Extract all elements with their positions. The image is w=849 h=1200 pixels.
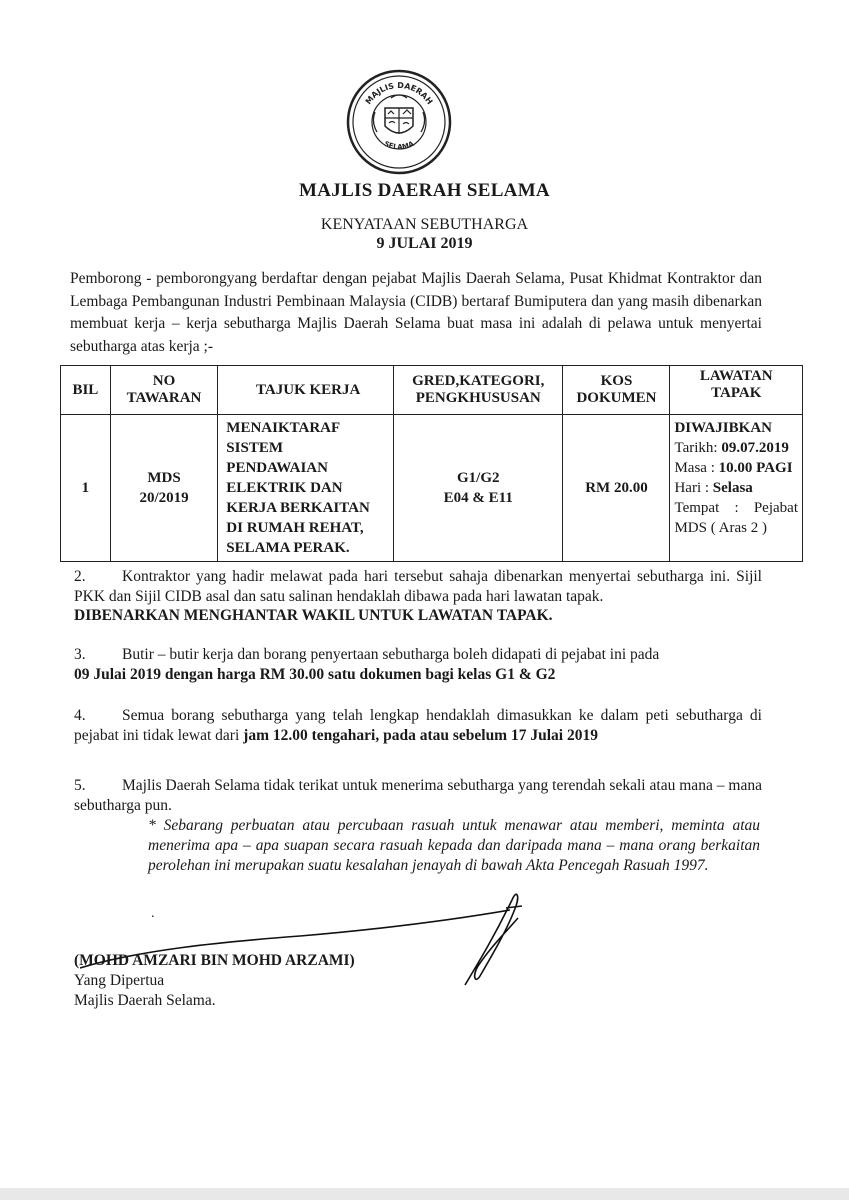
tajuk-line: SELAMA PERAK. [226,540,350,556]
lawatan-heading: DIWAJIBKAN [674,420,772,436]
paragraph-3-text: Butir – butir kerja dan borang penyertaan sebutharga boleh didapati di pejabat ini pada [122,646,660,663]
header-lawatan-line2: TAPAK [711,385,762,401]
paragraph-3 [74,645,762,684]
masa-label: Masa : [674,460,719,476]
paragraph-number: 3. [74,646,86,663]
cell-bil: 1 [61,415,111,562]
paragraph-number: 4. [74,707,86,724]
cell-gred-line2: E04 & E11 [443,490,513,506]
header-kos-dokumen [563,366,670,415]
tempat-label: Tempat [674,500,720,516]
header-no-line1: NO [152,373,176,389]
paragraph-number: 2. [74,568,86,585]
svg-text:SELAMA [383,139,416,151]
lawatan-tempat [674,498,798,518]
signatory-title: Yang Dipertua [74,972,165,989]
header-lawatan-line1: LAWATAN [699,368,773,384]
header-bil: BIL [61,366,111,415]
cell-gred-line1: G1/G2 [457,470,500,486]
tajuk-line: SISTEM [226,440,283,456]
masa-value: 10.00 PAGI [718,460,793,476]
cell-gred [394,415,563,562]
tempat-value-line2: MDS ( Aras 2 ) [674,520,767,536]
hari-label: Hari : [674,480,713,496]
tajuk-line: ELEKTRIK DAN [226,480,343,496]
tender-table [60,365,803,562]
table-row [61,415,803,562]
seal-top-text: MAJLIS DAERAH [363,80,435,107]
tajuk-line: PENDAWAIAN [226,460,328,476]
stray-dot: . [151,906,155,921]
paragraph-2-bold: DIBENARKAN MENGHANTAR WAKIL UNTUK LAWATAN TAPAK. [74,607,553,624]
paragraph-4-text: Semua borang sebutharga yang telah lengkap hendaklah dimasukkan ke dalam peti sebutharga di pejabat ini tidak lewat dari [74,707,762,744]
document-type: KENYATAAN SEBUTHARGA [320,216,529,233]
paragraph-2-text: Kontraktor yang hadir melawat pada hari tersebut sahaja dibenarkan menyertai sebutharga ini. Sijil PKK dan Sijil CIDB asal dan satu salinan hendaklah dibawa pada hari lawatan tapak. [74,568,762,605]
seal-bottom-text: SELAMA [382,139,416,152]
tajuk-line: MENAIKTARAF [226,420,341,436]
cell-no-line1: MDS [147,470,181,486]
tempat-colon: : [734,500,739,516]
header-gred-line1: GRED,KATEGORI, [412,373,545,389]
paragraph-3-bold: 09 Julai 2019 dengan harga RM 30.00 satu dokumen bagi kelas G1 & G2 [74,665,556,683]
signatory-name: (MOHD AMZARI BIN MOHD ARZAMI) [74,952,355,969]
header-tajuk-kerja: TAJUK KERJA [218,366,394,415]
signature-block [74,951,355,1011]
paragraph-5 [74,776,762,815]
tajuk-line: KERJA BERKAITAN [226,500,370,516]
paragraph-2 [74,567,762,626]
tarikh-label: Tarikh: [674,440,722,456]
paragraph-number: 5. [74,777,86,794]
tempat-value-line1: Pejabat [753,500,798,516]
header-gred-line2: PENGKHUSUSAN [415,390,541,406]
anti-corruption-notice: * Sebarang perbuatan atau percubaan rasuah untuk menawar atau memberi, meminta atau menerima apa – apa suapan secara rasuah kepada dan daripada mana – mana orang berkaitan perolehan ini merupakan suatu kesalahan jenayah di bawah Akta Pencegah Rasuah 1997. [148,817,760,874]
header-kos-line1: KOS [600,373,633,389]
svg-text:MAJLIS DAERAH [364,81,435,106]
paragraph-5-text: Majlis Daerah Selama tidak terikat untuk menerima sebutharga yang terendah sekali atau mana – mana sebutharga pun. [74,777,762,814]
header-kos-line2: DOKUMEN [576,390,657,406]
header-no-line2: TAWARAN [126,390,202,406]
scan-edge [0,1188,849,1200]
lawatan-tarikh [674,438,798,458]
organisation-title: MAJLIS DAERAH SELAMA [299,180,550,201]
cell-no-tawaran [110,415,218,562]
signatory-organisation: Majlis Daerah Selama. [74,992,216,1009]
paragraph-4 [74,706,762,745]
document-date: 9 JULAI 2019 [376,235,473,252]
hari-value: Selasa [712,480,753,496]
tajuk-line: DI RUMAH REHAT, [226,520,364,536]
lawatan-masa [674,458,798,478]
cell-kos-dokumen: RM 20.00 [563,415,670,562]
cell-no-line2: 20/2019 [139,490,189,506]
tarikh-value: 09.07.2019 [721,440,789,456]
seal-emblem-icon [345,68,453,176]
header-lawatan-tapak [670,366,803,415]
intro-paragraph: Pemborong - pemborongyang berdaftar dengan pejabat Majlis Daerah Selama, Pusat Khidmat Kontraktor dan Lembaga Pembangunan Industri Pembinaan Malaysia (CIDB) bertaraf Bumiputera dan yang masih dibenarkan membuat kerja – kerja sebutharga Majlis Daerah Selama buat masa ini adalah di pelawa untuk menyertai sebutharga atas kerja ;- [70,270,762,355]
table-header-row [61,366,803,415]
header-no-tawaran [110,366,218,415]
lawatan-hari [674,478,798,498]
paragraph-4-bold: jam 12.00 tengahari, pada atau sebelum 17 Julai 2019 [243,726,598,744]
cell-tajuk-kerja [218,415,394,562]
header-gred [394,366,563,415]
cell-lawatan-tapak [670,415,803,562]
council-seal [345,68,453,176]
